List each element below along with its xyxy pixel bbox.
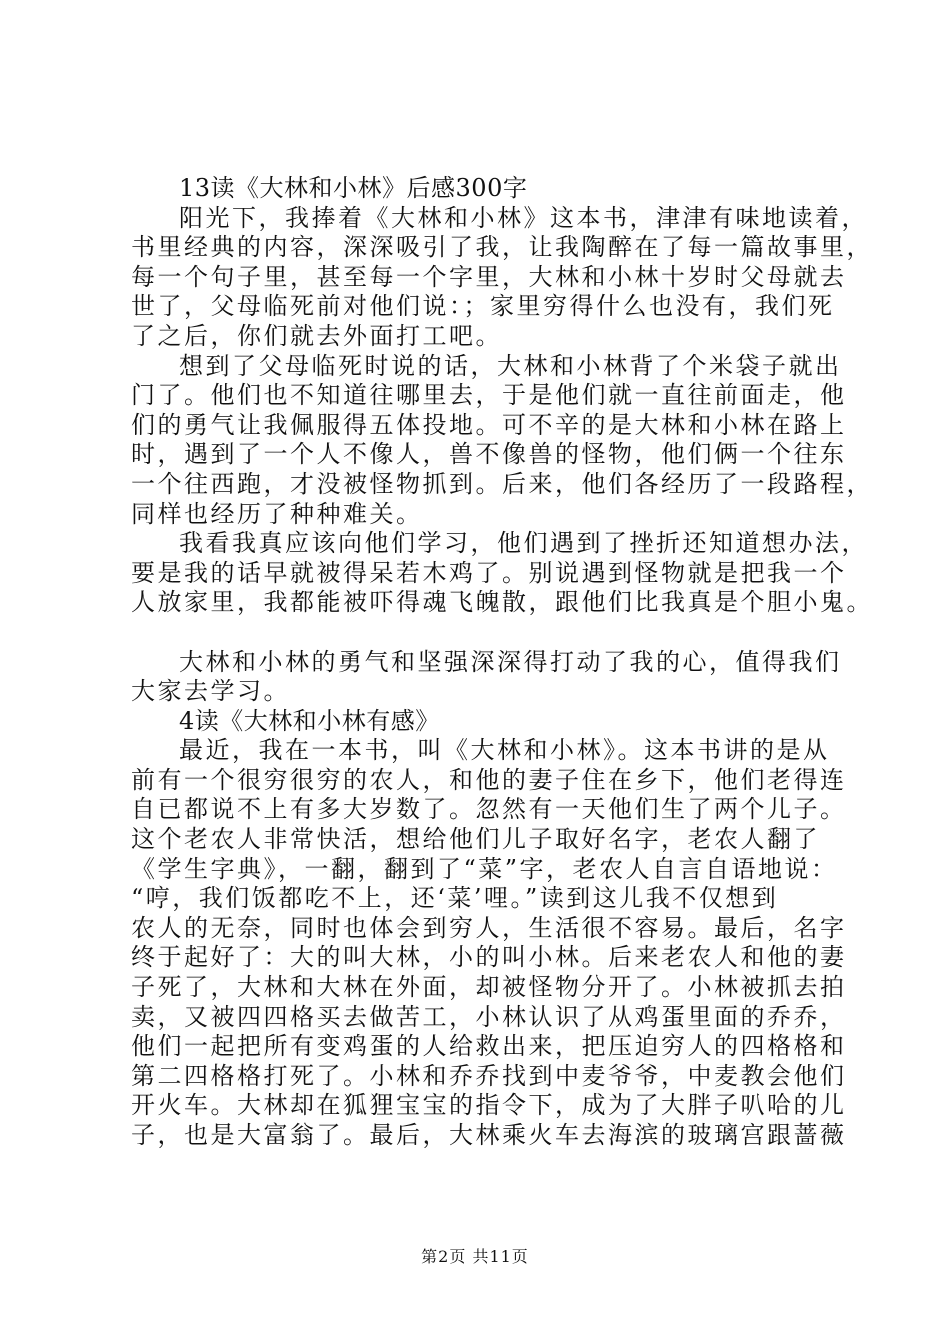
section-heading: 4读《大林和小林有感》 bbox=[179, 706, 440, 735]
text-line: 大家去学习。 bbox=[131, 677, 290, 706]
text-line: 农人的无奈，同时也体会到穷人，生活很不容易。最后，名字 bbox=[131, 913, 847, 942]
text-line: 要是我的话早就被得呆若木鸡了。别说遇到怪物就是把我一个 bbox=[131, 558, 847, 587]
text-line: 人放家里，我都能被吓得魂飞魄散，跟他们比我真是个胆小鬼。 bbox=[131, 588, 873, 617]
text-line: 每一个句子里，甚至每一个字里，大林和小林十岁时父母就去 bbox=[131, 262, 847, 291]
text-line: 终于起好了：大的叫大林，小的叫小林。后来老农人和他的妻 bbox=[131, 943, 847, 972]
text-line: 他们一起把所有变鸡蛋的人给救出来，把压迫穷人的四格格和 bbox=[131, 1032, 847, 1061]
text-line: 我看我真应该向他们学习，他们遇到了挫折还知道想办法， bbox=[179, 529, 868, 558]
paragraph bbox=[131, 351, 873, 530]
paragraph bbox=[131, 529, 873, 618]
text-line: 卖，又被四四格买去做苦工，小林认识了从鸡蛋里面的乔乔， bbox=[131, 1002, 847, 1031]
text-line: 自已都说不上有多大岁数了。忽然有一天他们生了两个儿子。 bbox=[131, 795, 847, 824]
text-line: 想到了父母临死时说的话，大林和小林背了个米袋子就出 bbox=[179, 351, 842, 380]
text-line: 子，也是大富翁了。最后，大林乘火车去海滨的玻璃宫跟蔷薇 bbox=[131, 1121, 847, 1149]
text-line: 世了，父母临死前对他们说：；家里穷得什么也没有，我们死 bbox=[131, 292, 835, 321]
text-line: 门了。他们也不知道往哪里去，于是他们就一直往前面走，他 bbox=[131, 381, 847, 410]
section-heading: 13读《大林和小林》后感300字 bbox=[179, 174, 528, 202]
text-line: 一个往西跑，才没被怪物抓到。后来，他们各经历了一段路程， bbox=[131, 469, 873, 498]
text-line: 开火车。大林却在狐狸宝宝的指令下，成为了大胖子叭哈的儿 bbox=[131, 1091, 847, 1120]
text-line: 时，遇到了一个人不像人，兽不像兽的怪物，他们俩一个往东 bbox=[131, 440, 847, 469]
text-line: 同样也经历了种种难关。 bbox=[131, 499, 423, 528]
paragraph bbox=[131, 736, 851, 1150]
paragraph bbox=[131, 648, 851, 707]
text-line: 第二四格格打死了。小林和乔乔找到中麦爷爷，中麦教会他们 bbox=[131, 1061, 847, 1090]
paragraph-spacer bbox=[131, 618, 851, 648]
text-line: 阳光下，我捧着《大林和小林》这本书，津津有味地读着， bbox=[179, 203, 868, 232]
text-line: “哼，我们饭都吃不上，还‘菜’哩。”读到这儿我不仅想到 bbox=[131, 884, 779, 913]
text-line: 书里经典的内容，深深吸引了我，让我陶醉在了每一篇故事里， bbox=[131, 233, 873, 262]
paragraph bbox=[131, 203, 873, 352]
document-body bbox=[131, 174, 873, 1151]
text-line: 了之后，你们就去外面打工吧。 bbox=[131, 321, 502, 350]
page-number-footer: 第2页 共11页 bbox=[421, 1247, 529, 1266]
text-line: 大林和小林的勇气和坚强深深得打动了我的心，值得我们 bbox=[179, 647, 842, 676]
text-line: 最近，我在一本书，叫《大林和小林》。这本书讲的是从 bbox=[179, 736, 830, 765]
text-line: 们的勇气让我佩服得五体投地。可不辛的是大林和小林在路上 bbox=[131, 410, 847, 439]
text-line: 《学生字典》，一翻，翻到了“菜”字，老农人自言自语地说： bbox=[131, 854, 838, 883]
text-line: 这个老农人非常快活，想给他们儿子取好名字，老农人翻了 bbox=[131, 825, 820, 854]
text-line: 前有一个很穷很穷的农人，和他的妻子住在乡下，他们老得连 bbox=[131, 765, 847, 794]
text-line: 子死了，大林和大林在外面，却被怪物分开了。小林被抓去拍 bbox=[131, 973, 847, 1002]
